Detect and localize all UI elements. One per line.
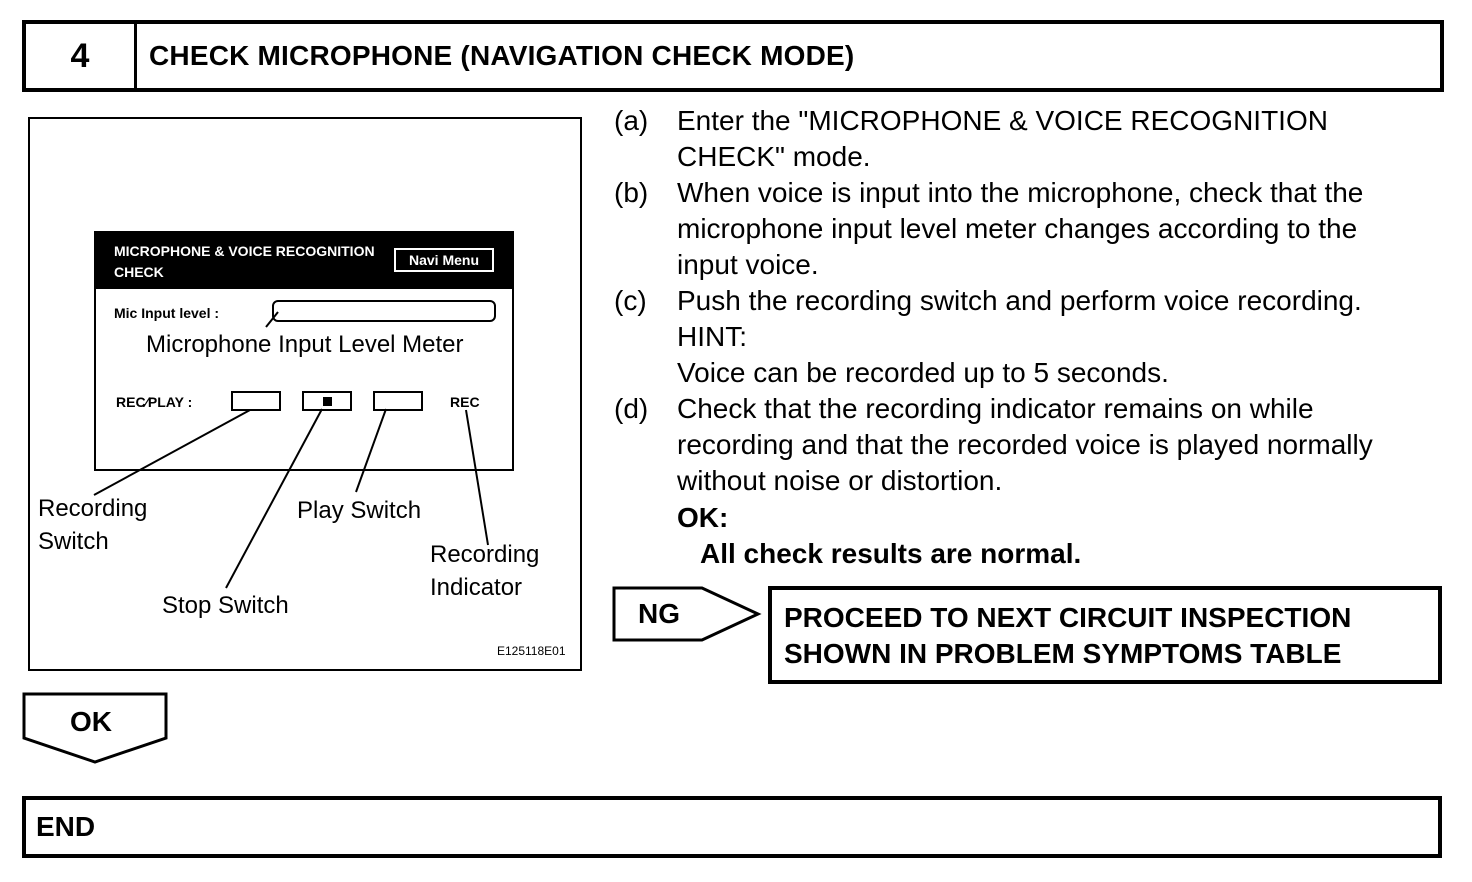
step-c-line: Push the recording switch and perform voice recording. xyxy=(677,285,1362,316)
callout-meter: Microphone Input Level Meter xyxy=(146,328,464,361)
step-c-label: (c) xyxy=(614,285,647,316)
rec-play-label: REC∕PLAY : xyxy=(116,394,193,410)
ok-flow-label: OK xyxy=(70,706,112,737)
callout-recording-indicator xyxy=(430,538,539,604)
navi-menu-button[interactable]: Navi Menu xyxy=(394,248,494,272)
ng-action-text xyxy=(784,600,1351,672)
hint-text: Voice can be recorded up to 5 seconds. xyxy=(677,357,1169,388)
callout-recording-indicator-line1: Recording xyxy=(430,541,540,568)
step-d-line: Check that the recording indicator remains on while xyxy=(677,393,1314,424)
mic-input-level-meter xyxy=(272,300,496,322)
step-number: 4 xyxy=(26,24,137,88)
ng-action-line: SHOWN IN PROBLEM SYMPTOMS TABLE xyxy=(784,638,1342,669)
stop-switch[interactable] xyxy=(302,391,352,411)
end-box xyxy=(22,796,1442,858)
step-b-line: microphone input level meter changes according to the xyxy=(677,213,1358,244)
step-title: CHECK MICROPHONE (NAVIGATION CHECK MODE) xyxy=(149,40,855,71)
callout-play-switch: Play Switch xyxy=(297,497,422,524)
step-a-text xyxy=(677,103,1328,175)
screen-title: MICROPHONE & VOICE RECOGNITION CHECK xyxy=(114,243,375,280)
recording-switch[interactable] xyxy=(231,391,281,411)
ok-label: OK: xyxy=(677,502,729,533)
callout-recording-indicator-line2: Indicator xyxy=(430,574,523,601)
stop-icon xyxy=(323,397,332,406)
ng-arrow xyxy=(614,588,758,640)
recording-indicator: REC xyxy=(450,394,480,410)
step-c-text xyxy=(677,283,1362,391)
end-label: END xyxy=(36,811,96,842)
step-d-line: without noise or distortion. xyxy=(677,465,1003,496)
figure-code: E125118E01 xyxy=(497,644,566,658)
ng-action-line: PROCEED TO NEXT CIRCUIT INSPECTION xyxy=(784,602,1352,633)
ng-action-box xyxy=(768,586,1442,684)
step-d-text xyxy=(677,391,1373,499)
mic-input-label: Mic Input level : xyxy=(114,305,220,321)
callout-recording-switch xyxy=(38,492,147,558)
play-switch[interactable] xyxy=(373,391,423,411)
ng-label: NG xyxy=(638,598,680,629)
callout-stop-switch: Stop Switch xyxy=(162,592,289,619)
step-b-label: (b) xyxy=(614,177,649,208)
step-a-line: CHECK" mode. xyxy=(677,141,871,172)
ok-result: All check results are normal. xyxy=(700,538,1082,569)
step-b-line: input voice. xyxy=(677,249,819,280)
step-b-line: When voice is input into the microphone, check that the xyxy=(677,177,1364,208)
screen-title-bar xyxy=(96,233,512,289)
step-a-line: Enter the "MICROPHONE & VOICE RECOGNITION xyxy=(677,105,1328,136)
callout-recording-switch-line1: Recording xyxy=(38,495,148,522)
step-a-label: (a) xyxy=(614,105,649,136)
hint-label: HINT: xyxy=(677,321,747,352)
step-b-text xyxy=(677,175,1363,283)
step-d-line: recording and that the recorded voice is played normally xyxy=(677,429,1373,460)
step-d-label: (d) xyxy=(614,393,649,424)
callout-recording-switch-line2: Switch xyxy=(38,528,109,555)
